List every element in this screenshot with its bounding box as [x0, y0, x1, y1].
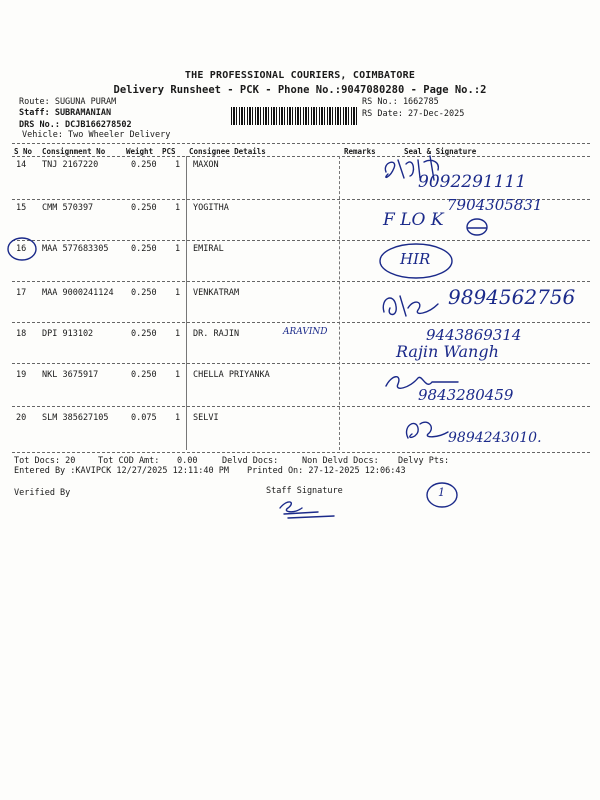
row-divider — [12, 406, 590, 407]
row-consignment: CMM 570397 — [42, 203, 94, 213]
handwritten-phone-15: 7904305831 — [447, 196, 543, 214]
row-sno: 19 — [16, 370, 27, 380]
row-divider — [12, 240, 590, 241]
col-consignment: Consignment No — [42, 147, 106, 156]
entered-by: Entered By :KAVIPCK 12/27/2025 12:11:40 PM — [14, 466, 229, 476]
col-pcs: PCS — [162, 147, 176, 156]
row-sno: 16 — [16, 244, 27, 254]
route-label: Route: SUGUNA PURAM — [19, 97, 117, 107]
sno-circle-mark — [6, 236, 38, 262]
vehicle-label: Vehicle: Two Wheeler Delivery — [22, 130, 171, 140]
handwritten-phone-17: 9894562756 — [448, 285, 576, 309]
staff-label: Staff: SUBRAMANIAN — [19, 108, 112, 118]
row-weight: 0.250 — [131, 244, 157, 254]
row-consignment: DPI 913102 — [42, 329, 94, 339]
row-pcs: 1 — [175, 160, 181, 170]
row-weight: 0.250 — [131, 288, 157, 298]
row-consignment: SLM 385627105 — [42, 413, 109, 423]
row-pcs: 1 — [175, 244, 181, 254]
barcode — [231, 107, 358, 125]
handwritten-phone-20: 9894243010. — [448, 430, 542, 446]
header-rule-top — [12, 143, 590, 144]
delivered-docs: Delvd Docs: — [222, 456, 279, 466]
handwritten-phone-14: 9092291111 — [418, 172, 527, 192]
row-consignment: MAA 9000241124 — [42, 288, 114, 298]
row-divider — [12, 281, 590, 282]
handwritten-initials-16: HIR — [400, 250, 431, 268]
row-pcs: 1 — [175, 413, 181, 423]
row-consignee: YOGITHA — [193, 203, 229, 213]
col-remarks: Remarks — [344, 147, 376, 156]
signature-scribble-17 — [378, 288, 448, 322]
total-cod-value: 0.00 — [177, 456, 198, 466]
row-pcs: 1 — [175, 370, 181, 380]
rs-date: RS Date: 27-Dec-2025 — [362, 109, 465, 119]
row-consignee: DR. RAJIN — [193, 329, 240, 339]
company-title: THE PROFESSIONAL COURIERS, COIMBATORE — [184, 70, 416, 81]
row-consignment: MAA 577683305 — [42, 244, 109, 254]
table-rule-bottom — [12, 452, 590, 453]
row-pcs: 1 — [175, 288, 181, 298]
handwritten-phone-18: 9443869314 — [426, 326, 522, 344]
row-weight: 0.250 — [131, 370, 157, 380]
handwritten-signature-18: Rajin Wangh — [396, 342, 499, 361]
rs-number: RS No.: 1662785 — [362, 97, 439, 107]
signature-scribble-15 — [464, 216, 490, 238]
row-consignee: MAXON — [193, 160, 219, 170]
row-consignee: CHELLA PRIYANKA — [193, 370, 270, 380]
col-sno: S No — [14, 147, 33, 156]
delivery-points: Delvy Pts: — [398, 456, 450, 466]
row-weight: 0.075 — [131, 413, 157, 423]
staff-signature-label: Staff Signature — [266, 486, 343, 496]
col-weight: Weight — [126, 147, 154, 156]
row-sno: 15 — [16, 203, 27, 213]
row-weight: 0.250 — [131, 329, 157, 339]
row-weight: 0.250 — [131, 160, 157, 170]
row-sno: 14 — [16, 160, 27, 170]
row-divider — [12, 363, 590, 364]
total-docs: Tot Docs: 20 — [14, 456, 76, 466]
row-consignment: NKL 3675917 — [42, 370, 99, 380]
handwritten-name-18: ARAVIND — [283, 327, 328, 337]
row-weight: 0.250 — [131, 203, 157, 213]
handwritten-phone-19: 9843280459 — [418, 386, 514, 404]
page-number-handwritten: 1 — [438, 486, 445, 499]
row-consignee: EMIRAL — [193, 244, 224, 254]
header-rule-bottom — [12, 156, 590, 157]
row-consignee: SELVI — [193, 413, 219, 423]
row-consignee: VENKATRAM — [193, 288, 240, 298]
row-sno: 17 — [16, 288, 27, 298]
row-sno: 20 — [16, 413, 27, 423]
non-delivered-docs: Non Delvd Docs: — [302, 456, 379, 466]
row-pcs: 1 — [175, 329, 181, 339]
row-pcs: 1 — [175, 203, 181, 213]
row-sno: 18 — [16, 329, 27, 339]
drs-label: DRS No.: DCJB166278502 — [19, 120, 132, 130]
printed-on: Printed On: 27-12-2025 12:06:43 — [247, 466, 406, 476]
runsheet-subtitle: Delivery Runsheet - PCK - Phone No.:9047080280 - Page No.:2 — [113, 84, 487, 96]
staff-signature-scribble — [274, 496, 340, 520]
row-divider — [12, 322, 590, 323]
verified-by: Verified By — [14, 488, 71, 498]
total-cod-label: Tot COD Amt: — [98, 456, 160, 466]
col-consignee: Consignee Details — [189, 147, 266, 156]
col-seal-signature: Seal & Signature — [404, 147, 477, 156]
handwritten-name-15: F LO K — [383, 210, 444, 230]
row-consignment: TNJ 2167220 — [42, 160, 99, 170]
